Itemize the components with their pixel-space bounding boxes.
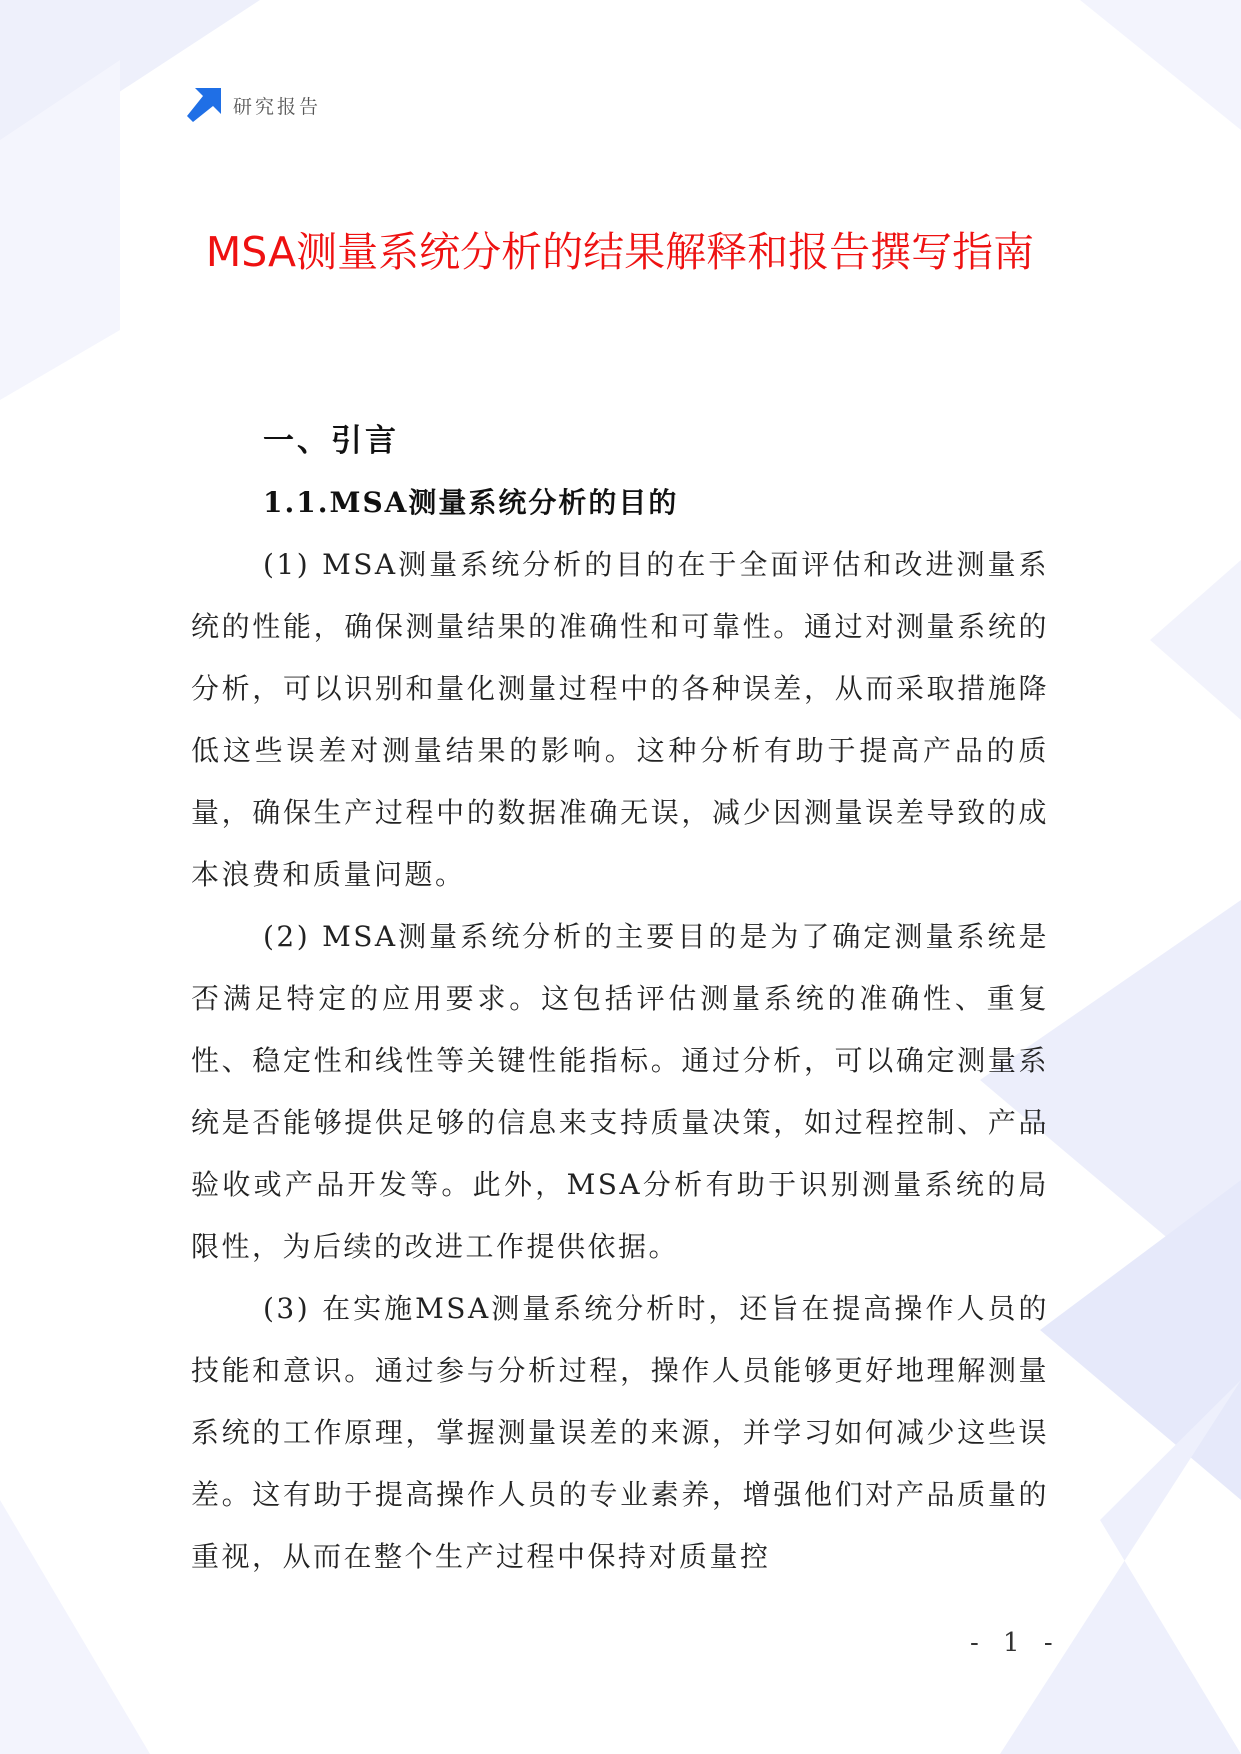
report-header	[187, 88, 321, 122]
subsection-heading: 1.1.MSA测量系统分析的目的	[263, 486, 679, 519]
paragraph-2: (2) MSA测量系统分析的主要目的是为了确定测量系统是否满足特定的应用要求。这包括评估测量系统的准确性、重复性、稳定性和线性等关键性能指标。通过分析，可以确定测量系统是否能够提供足够的信息来支持质量决策，如过程控制、产品验收或产品开发等。此外，MSA分析有助于识别测量系统的局限性，为后续的改进工作提供依据。	[191, 920, 1049, 1263]
page-number: - 1 -	[970, 1628, 1061, 1658]
section-heading: 一、引言	[263, 423, 399, 459]
header-label: 研究报告	[233, 95, 322, 118]
arrow-up-right-icon	[187, 88, 221, 122]
paragraph-3: (3) 在实施MSA测量系统分析时，还旨在提高操作人员的技能和意识。通过参与分析过程，操作人员能够更好地理解测量系统的工作原理，掌握测量误差的来源，并学习如何减少这些误差。这有助于提高操作人员的专业素养，增强他们对产品质量的重视，从而在整个生产过程中保持对质量控	[191, 1292, 1049, 1573]
paragraph-1: (1) MSA测量系统分析的目的在于全面评估和改进测量系统的性能，确保测量结果的准确性和可靠性。通过对测量系统的分析，可以识别和量化测量过程中的各种误差，从而采取措施降低这些误差对测量结果的影响。这种分析有助于提高产品的质量，确保生产过程中的数据准确无误，减少因测量误差导致的成本浪费和质量问题。	[191, 548, 1049, 891]
document-title: MSA测量系统分析的结果解释和报告撰写指南	[205, 228, 1035, 276]
document-body	[191, 410, 1049, 1588]
